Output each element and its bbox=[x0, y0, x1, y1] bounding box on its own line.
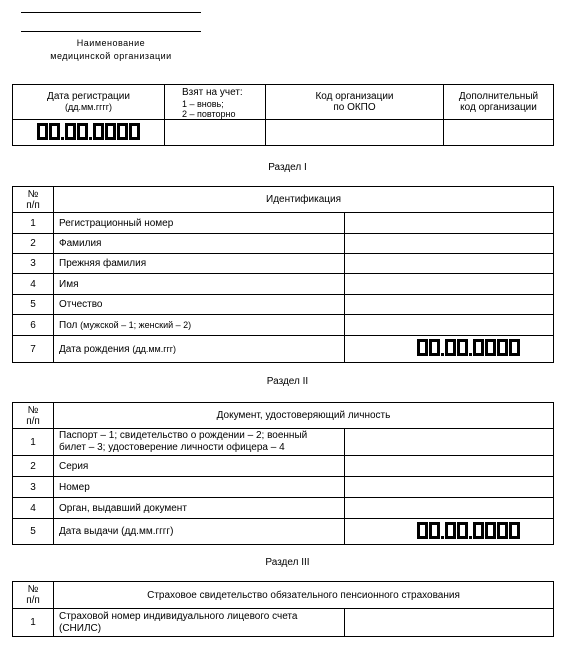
section3-heading: Страховое свидетельство обязательного пенсионного страхования bbox=[54, 582, 554, 609]
table-row: 6 Пол (мужской – 1; женский – 2) bbox=[13, 315, 554, 336]
section3-table bbox=[12, 581, 554, 637]
section2-title: Раздел II bbox=[266, 376, 309, 387]
value-cell[interactable] bbox=[345, 274, 554, 295]
table-row: 1 Страховой номер индивидуального лицевого счета (СНИЛС) bbox=[13, 609, 554, 637]
extra-code-header: Дополнительный код организации bbox=[444, 85, 554, 120]
taken-header: Взят на учет: 1 – вновь; 2 – повторно bbox=[165, 85, 266, 120]
value-cell[interactable] bbox=[345, 254, 554, 274]
org-caption bbox=[21, 37, 201, 63]
value-cell[interactable] bbox=[345, 498, 554, 519]
okpo-value[interactable] bbox=[266, 120, 444, 146]
value-cell[interactable] bbox=[345, 609, 554, 637]
value-cell[interactable] bbox=[345, 295, 554, 315]
table-row: 5 Дата выдачи (дд.мм.гггг) bbox=[13, 519, 554, 545]
registration-table bbox=[12, 84, 554, 146]
reg-date-boxes[interactable] bbox=[13, 120, 165, 146]
table-row: 2 Фамилия bbox=[13, 234, 554, 254]
reg-date-header: Дата регистрации (дд.мм.гггг) bbox=[13, 85, 165, 120]
table-row: 3 Номер bbox=[13, 477, 554, 498]
org-caption-line1: Наименование bbox=[76, 38, 146, 48]
org-caption-line2: медицинской организации bbox=[50, 51, 172, 61]
date-entry-boxes[interactable] bbox=[37, 123, 141, 140]
section2-heading: Документ, удостоверяющий личность bbox=[54, 403, 554, 429]
okpo-header: Код организации по ОКПО bbox=[266, 85, 444, 120]
num-header: № п/п bbox=[13, 582, 54, 609]
value-cell[interactable] bbox=[345, 429, 554, 456]
table-row: 5 Отчество bbox=[13, 295, 554, 315]
org-name-line-2 bbox=[21, 31, 201, 32]
date-entry-boxes[interactable] bbox=[417, 339, 521, 356]
value-cell[interactable] bbox=[345, 477, 554, 498]
table-row: 7 Дата рождения (дд.мм.ггг) bbox=[13, 336, 554, 363]
taken-value[interactable] bbox=[165, 120, 266, 146]
extra-code-value[interactable] bbox=[444, 120, 554, 146]
table-row: 4 Имя bbox=[13, 274, 554, 295]
date-entry-boxes[interactable] bbox=[417, 522, 521, 539]
table-row: 3 Прежняя фамилия bbox=[13, 254, 554, 274]
org-name-line-1 bbox=[21, 12, 201, 13]
num-header: № п/п bbox=[13, 403, 54, 429]
value-cell[interactable] bbox=[345, 234, 554, 254]
value-cell[interactable] bbox=[345, 456, 554, 477]
table-row: 1 Паспорт – 1; свидетельство о рождении – 2; военный билет – 3; удостоверение личности офицера – 4 bbox=[13, 429, 554, 456]
section1-heading: Идентификация bbox=[54, 187, 554, 213]
value-cell[interactable] bbox=[345, 315, 554, 336]
birth-date-boxes[interactable] bbox=[345, 336, 554, 363]
table-row: 2 Серия bbox=[13, 456, 554, 477]
section3-title: Раздел III bbox=[265, 557, 310, 568]
num-header: № п/п bbox=[13, 187, 54, 213]
issue-date-boxes[interactable] bbox=[345, 519, 554, 545]
table-row: 4 Орган, выдавший документ bbox=[13, 498, 554, 519]
section2-table bbox=[12, 402, 554, 545]
section1-table bbox=[12, 186, 554, 363]
table-row: 1 Регистрационный номер bbox=[13, 213, 554, 234]
value-cell[interactable] bbox=[345, 213, 554, 234]
section1-title: Раздел I bbox=[268, 162, 307, 173]
